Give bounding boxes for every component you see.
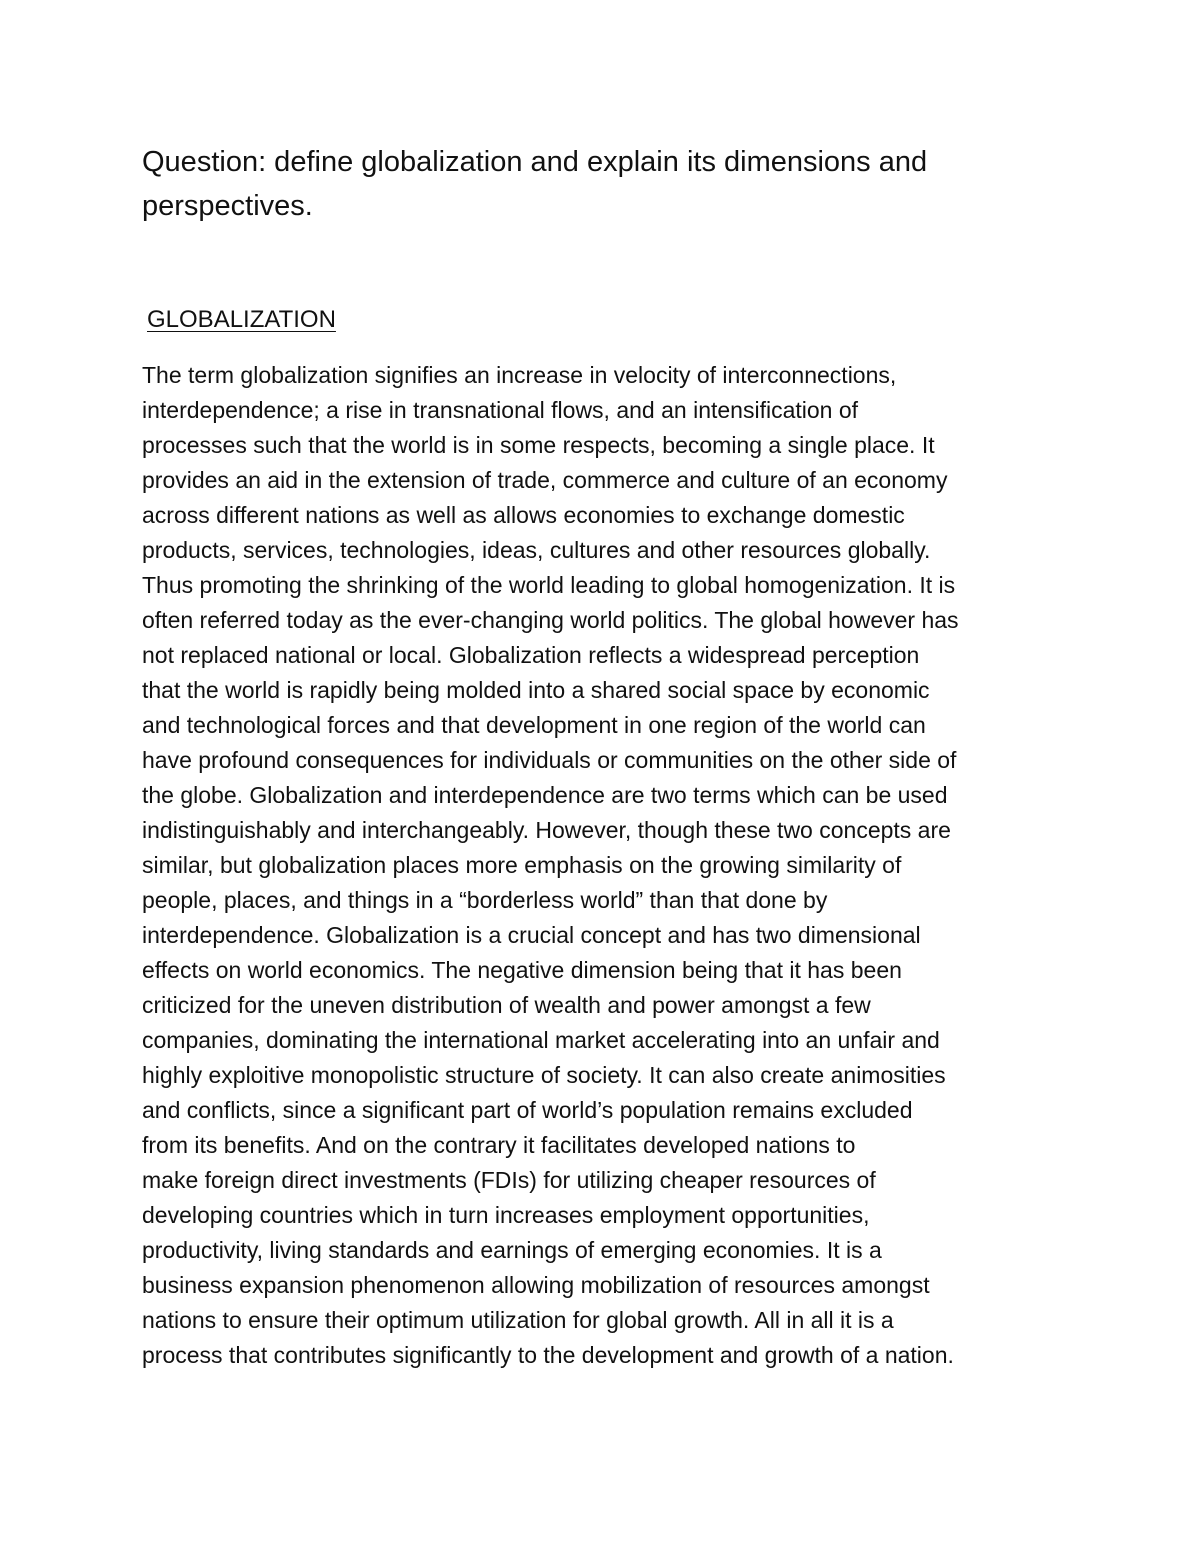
- paragraph-line: processes such that the world is in some respects, becoming a single place. It: [142, 432, 935, 458]
- paragraph-line: people, places, and things in a “borderless world” than that done by: [142, 887, 828, 913]
- paragraph-line: not replaced national or local. Globalization reflects a widespread perception: [142, 642, 920, 668]
- paragraph-line: from its benefits. And on the contrary it facilitates developed nations to: [142, 1132, 856, 1158]
- paragraph-line: the globe. Globalization and interdependence are two terms which can be used: [142, 782, 948, 808]
- paragraph-line: criticized for the uneven distribution of wealth and power amongst a few: [142, 992, 871, 1018]
- paragraph-line: interdependence; a rise in transnational flows, and an intensification of: [142, 397, 859, 423]
- paragraph-line: business expansion phenomenon allowing mobilization of resources amongst: [142, 1272, 930, 1298]
- question-text: Question: define globalization and explain its dimensions and perspectives.: [142, 146, 928, 222]
- paragraph-line: products, services, technologies, ideas, cultures and other resources globally.: [142, 537, 931, 563]
- paragraph-line: make foreign direct investments (FDIs) for utilizing cheaper resources of: [142, 1167, 876, 1193]
- paragraph-line: and technological forces and that development in one region of the world can: [142, 712, 926, 738]
- paragraph-line: Thus promoting the shrinking of the world leading to global homogenization. It is: [142, 572, 956, 598]
- paragraph-line: nations to ensure their optimum utilization for global growth. All in all it is a: [142, 1307, 894, 1333]
- paragraph-line: interdependence. Globalization is a crucial concept and has two dimensional: [142, 922, 921, 948]
- paragraph-line: across different nations as well as allows economies to exchange domestic: [142, 502, 905, 528]
- paragraph-line: that the world is rapidly being molded into a shared social space by economic: [142, 677, 930, 703]
- section-heading: GLOBALIZATION: [147, 306, 336, 333]
- paragraph-line: productivity, living standards and earnings of emerging economies. It is a: [142, 1237, 882, 1263]
- paragraph-line: similar, but globalization places more emphasis on the growing similarity of: [142, 852, 902, 878]
- paragraph-line: effects on world economics. The negative dimension being that it has been: [142, 957, 902, 983]
- paragraph-line: and conflicts, since a significant part of world’s population remains excluded: [142, 1097, 913, 1123]
- paragraph-line: highly exploitive monopolistic structure of society. It can also create animosities: [142, 1062, 946, 1088]
- paragraph-line: indistinguishably and interchangeably. However, though these two concepts are: [142, 817, 951, 843]
- paragraph-line: have profound consequences for individuals or communities on the other side of: [142, 747, 957, 773]
- paragraph-line: companies, dominating the international market accelerating into an unfair and: [142, 1027, 940, 1053]
- paragraph-line: developing countries which in turn increases employment opportunities,: [142, 1202, 870, 1228]
- body-paragraph: [142, 358, 1062, 1373]
- paragraph-line: often referred today as the ever-changing world politics. The global however has: [142, 607, 959, 633]
- paragraph-line: provides an aid in the extension of trade, commerce and culture of an economy: [142, 467, 948, 493]
- paragraph-line: The term globalization signifies an increase in velocity of interconnections,: [142, 362, 897, 388]
- paragraph-line: process that contributes significantly to the development and growth of a nation.: [142, 1342, 954, 1368]
